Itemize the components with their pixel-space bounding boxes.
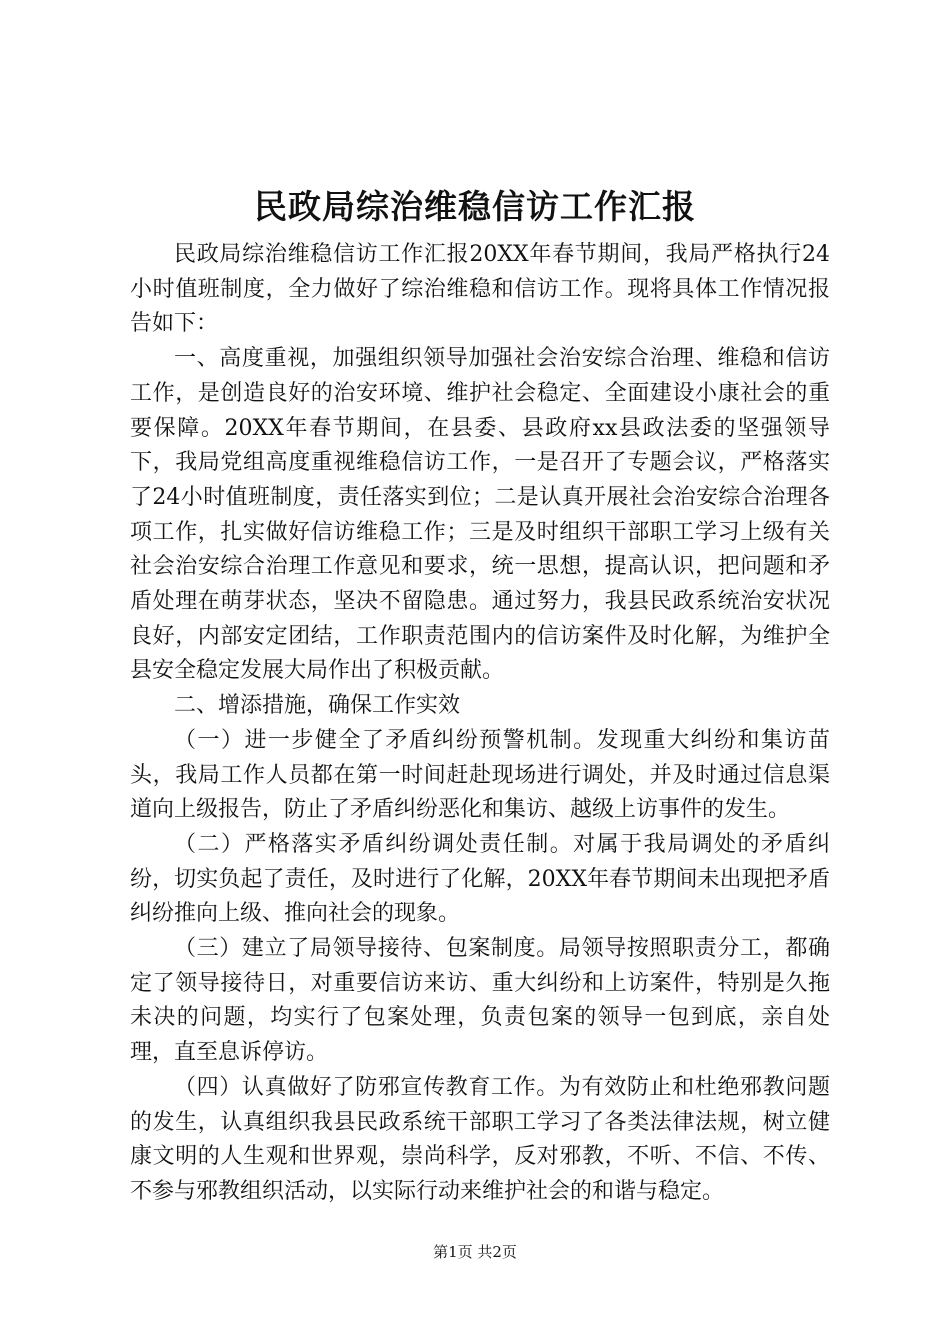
paragraph-intro: 民政局综治维稳信访工作汇报20XX年春节期间，我局严格执行24小时值班制度，全力做好了综治维稳和信访工作。现将具体工作情况报告如下： [130,242,830,337]
page-number-footer: 第1页 共2页 [433,1243,517,1261]
paragraph-item-3: （三）建立了局领导接待、包案制度。局领导按照职责分工，都确定了领导接待日，对重要信访来访、重大纠纷和上访案件，特别是久拖未决的问题，均实行了包案处理，负责包案的领导一包到底，亲自处理，直至息诉停访。 [130,936,830,1066]
document-body [130,238,830,1210]
paragraph-item-1: （一）进一步健全了矛盾纠纷预警机制。发现重大纠纷和集访苗头，我局工作人员都在第一时间赶赴现场进行调处，并及时通过信息渠道向上级报告，防止了矛盾纠纷恶化和集访、越级上访事件的发生。 [130,727,830,823]
paragraph-item-2: （二）严格落实矛盾纠纷调处责任制。对属于我局调处的矛盾纠纷，切实负起了责任，及时进行了化解，20XX年春节期间未出现把矛盾纠纷推向上级、推向社会的现象。 [130,831,830,927]
paragraph-section-2-heading: 二、增添措施，确保工作实效 [174,693,461,719]
paragraph-item-4: （四）认真做好了防邪宣传教育工作。为有效防止和杜绝邪教问题的发生，认真组织我县民政系统干部职工学习了各类法律法规，树立健康文明的人生观和世界观，崇尚科学，反对邪教，不听、不信、不传、不参与邪教组织活动，以实际行动来维护社会的和谐与稳定。 [130,1074,830,1204]
document-title: 民政局综治维稳信访工作汇报 [254,187,696,226]
paragraph-section-1: 一、高度重视，加强组织领导加强社会治安综合治理、维稳和信访工作，是创造良好的治安环境、维护社会稳定、全面建设小康社会的重要保障。20XX年春节期间，在县委、县政府xx县政法委的坚强领导下，我局党组高度重视维稳信访工作，一是召开了专题会议，严格落实了24小时值班制度，责任落实到位；二是认真开展社会治安综合治理各项工作，扎实做好信访维稳工作；三是及时组织干部职工学习上级有关社会治安综合治理工作意见和要求，统一思想，提高认识，把问题和矛盾处理在萌芽状态，坚决不留隐患。通过努力，我县民政系统治安状况良好，内部安定团结，工作职责范围内的信访案件及时化解，为维护全县安全稳定发展大局作出了积极贡献。 [130,346,830,684]
